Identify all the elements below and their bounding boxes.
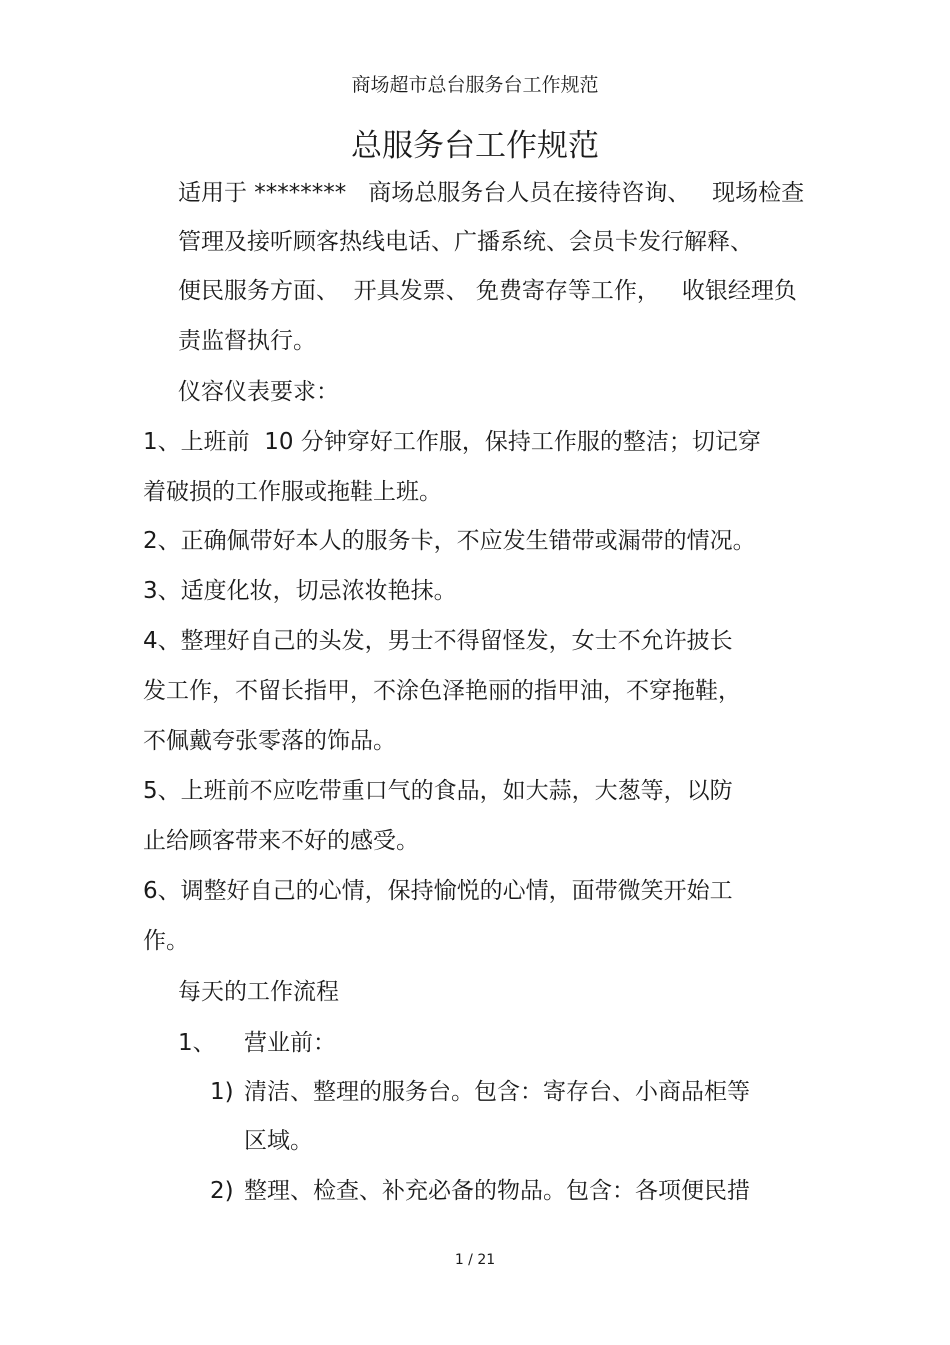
appearance-line: 1、上班前 10 分钟穿好工作服，保持工作服的整洁；切记穿 [143,429,761,455]
appearance-line: 止给顾客带来不好的感受。 [143,828,419,854]
item-line: 清洁、整理的服务台。包含：寄存台、小商品柜等 [244,1079,750,1105]
intro-line: 适用于 ******** 商场总服务台人员在接待咨询、 现场检查 [178,180,805,206]
item-line: 整理、检查、补充必备的物品。包含：各项便民措 [244,1178,750,1204]
appearance-line: 着破损的工作服或拖鞋上班。 [143,479,442,505]
appearance-line: 发工作，不留长指甲，不涂色泽艳丽的指甲油，不穿拖鞋， [143,678,741,704]
appearance-heading: 仪容仪表要求： [178,379,339,405]
appearance-line: 3、适度化妆，切忌浓妆艳抹。 [143,578,457,604]
document-title: 总服务台工作规范 [351,128,599,164]
appearance-line: 不佩戴夸张零落的饰品。 [143,728,396,754]
workflow-heading: 每天的工作流程 [178,979,339,1005]
appearance-line: 6、调整好自己的心情，保持愉悦的心情，面带微笑开始工 [143,878,733,904]
appearance-line: 5、上班前不应吃带重口气的食品，如大蒜，大葱等，以防 [143,778,733,804]
item-number: 2) [210,1178,234,1204]
item-number: 1) [210,1079,234,1105]
appearance-line: 2、正确佩带好本人的服务卡，不应发生错带或漏带的情况。 [143,528,756,554]
appearance-line: 4、整理好自己的头发，男士不得留怪发，女士不允许披长 [143,628,733,654]
item-line: 区域。 [244,1128,313,1154]
intro-line: 责监督执行。 [178,328,316,354]
intro-line: 管理及接听顾客热线电话、广播系统、会员卡发行解释、 [178,229,753,255]
running-header: 商场超市总台服务台工作规范 [351,74,599,96]
stage-number: 1、 [178,1030,216,1056]
stage-label: 营业前： [244,1030,336,1056]
appearance-line: 作。 [143,928,189,954]
intro-line: 便民服务方面、 开具发票、 免费寄存等工作， 收银经理负 [178,278,797,304]
page-indicator: 1 / 21 [454,1252,496,1268]
